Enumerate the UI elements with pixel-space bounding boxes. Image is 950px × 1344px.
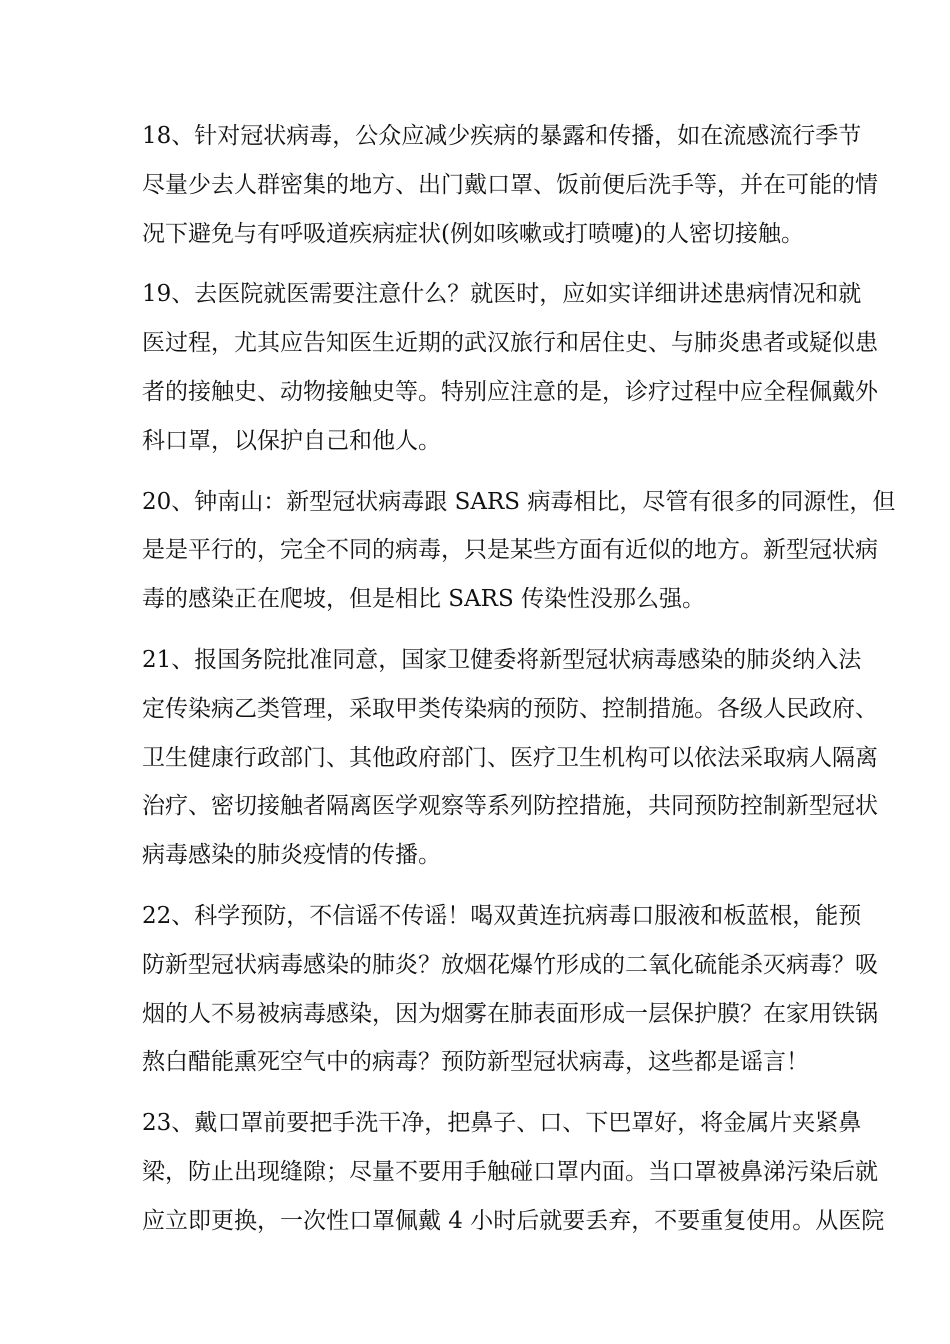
paragraph-23 — [142, 1099, 885, 1245]
paragraph-line: 19、去医院就医需要注意什么？就医时，应如实详细讲述患病情况和就 — [142, 281, 862, 308]
paragraph-21 — [142, 636, 878, 880]
paragraph-line: 况下避免与有呼吸道疾病症状(例如咳嗽或打喷嚏)的人密切接触。 — [142, 220, 804, 247]
paragraph-line: 18、针对冠状病毒，公众应减少疾病的暴露和传播，如在流感流行季节 — [142, 123, 862, 149]
paragraph-line: 卫生健康行政部门、其他政府部门、医疗卫生机构可以依法采取病人隔离 — [142, 744, 878, 771]
paragraph-line: 23、戴口罩前要把手洗干净，把鼻子、口、下巴罩好，将金属片夹紧鼻 — [142, 1110, 862, 1137]
paragraph-line: 21、报国务院批准同意，国家卫健委将新型冠状病毒感染的肺炎纳入法 — [142, 646, 862, 673]
paragraph-line: 科口罩，以保护自己和他人。 — [142, 427, 441, 454]
paragraph-19 — [142, 270, 878, 465]
paragraph-line: 毒的感染正在爬坡，但是相比 SARS 传染性没那么强。 — [142, 586, 706, 613]
paragraph-line: 病毒感染的肺炎疫情的传播。 — [142, 842, 441, 869]
paragraph-18 — [142, 112, 878, 258]
paragraph-line: 梁，防止出现缝隙；尽量不要用手触碰口罩内面。当口罩被鼻涕污染后就 — [142, 1158, 878, 1185]
paragraph-line: 治疗、密切接触者隔离医学观察等系列防控措施，共同预防控制新型冠状 — [142, 793, 878, 820]
paragraph-line: 20、钟南山：新型冠状病毒跟 SARS 病毒相比，尽管有很多的同源性，但 — [142, 488, 896, 515]
paragraph-line: 烟的人不易被病毒感染，因为烟雾在肺表面形成一层保护膜？在家用铁锅 — [142, 1000, 878, 1027]
paragraph-line: 22、科学预防，不信谣不传谣！喝双黄连抗病毒口服液和板蓝根，能预 — [142, 902, 862, 929]
paragraph-line: 尽量少去人群密集的地方、出门戴口罩、饭前便后洗手等，并在可能的情 — [142, 171, 878, 198]
document-body — [142, 112, 896, 1258]
paragraph-line: 熬白醋能熏死空气中的病毒？预防新型冠状病毒，这些都是谣言！ — [142, 1049, 809, 1076]
paragraph-20 — [142, 478, 896, 624]
paragraph-line: 者的接触史、动物接触史等。特别应注意的是，诊疗过程中应全程佩戴外 — [142, 378, 878, 405]
paragraph-line: 定传染病乙类管理，采取甲类传染病的预防、控制措施。各级人民政府、 — [142, 695, 878, 722]
paragraph-22 — [142, 892, 878, 1087]
paragraph-line: 医过程，尤其应告知医生近期的武汉旅行和居住史、与肺炎患者或疑似患 — [142, 330, 878, 357]
paragraph-line: 应立即更换，一次性口罩佩戴 4 小时后就要丢弃，不要重复使用。从医院 — [142, 1207, 885, 1234]
paragraph-line: 防新型冠状病毒感染的肺炎？放烟花爆竹形成的二氧化硫能杀灭病毒？吸 — [142, 951, 878, 978]
paragraph-line: 是是平行的，完全不同的病毒，只是某些方面有近似的地方。新型冠状病 — [142, 537, 878, 564]
